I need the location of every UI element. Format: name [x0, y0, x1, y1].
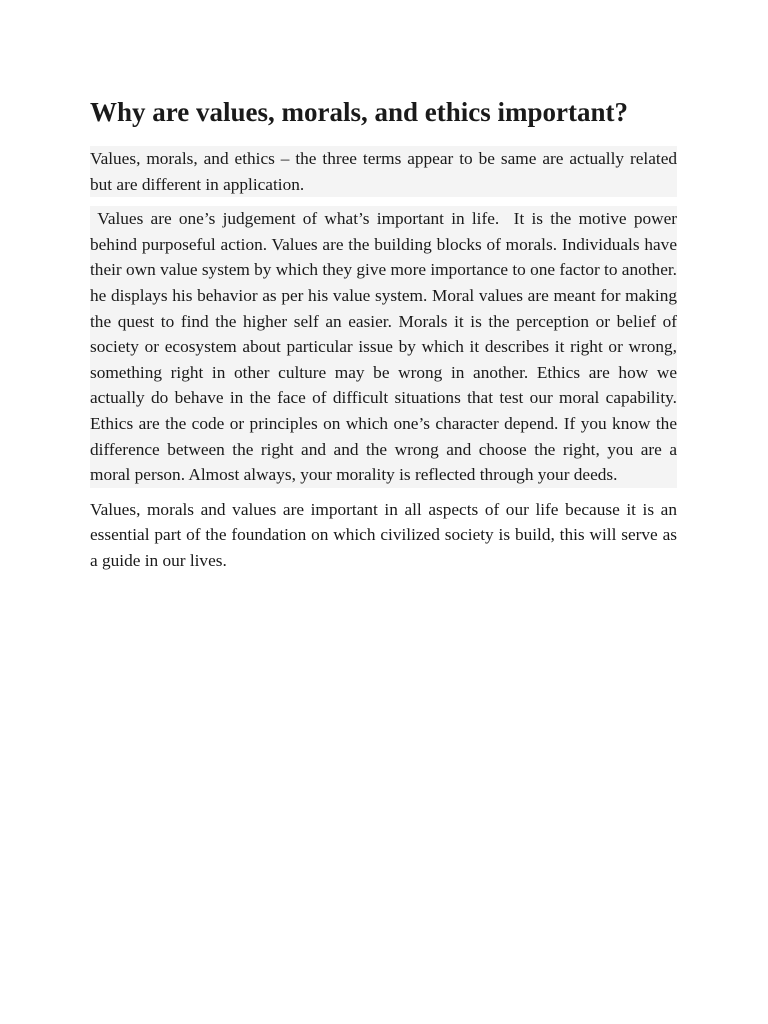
- paragraph-conclusion: Values, morals and values are important in all aspects of our life because it is an essential part of the foundation on which civilized society is build, this will serve as a guide in our lives.: [90, 499, 677, 570]
- document-title: Why are values, morals, and ethics important?: [90, 97, 628, 127]
- paragraph-intro: Values, morals, and ethics – the three terms appear to be same are actually related but are different in application.: [90, 146, 677, 197]
- document-page: [90, 94, 682, 583]
- paragraph-body: Values are one’s judgement of what’s important in life. It is the motive power behind purposeful action. Values are the building blocks of morals. Individuals have their own value system by which they give more importance to one factor to another. he displays his behavior as per his value system. Moral values are meant for making the quest to find the higher self an easier. Morals it is the perception or belief of society or ecosystem about particular issue by which it describes it right or wrong, something right in other culture may be wrong in another. Ethics are how we actually do behave in the face of difficult situations that test our moral capability. Ethics are the code or principles on which one’s character depend. If you know the difference between the right and and the wrong and choose the right, you are a moral person. Almost always, your morality is reflected through your deeds.: [90, 206, 677, 488]
